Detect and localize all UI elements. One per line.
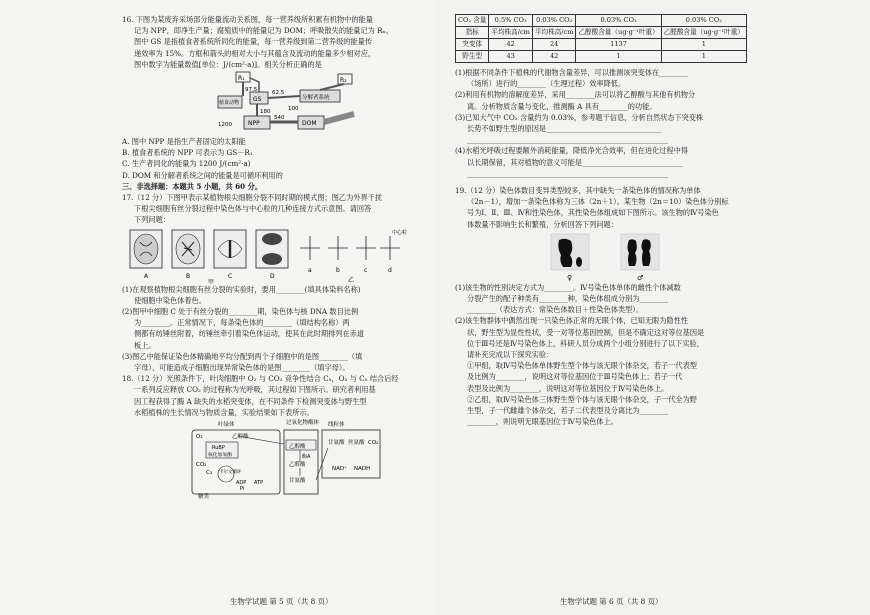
q16-line: 记为 NPP，即净生产量；腐殖质中的能量记为 DOM；呼吸散失的能量记为 Rₙ。 [134, 26, 393, 36]
chloroplast-label: 叶绿体 [218, 422, 235, 429]
cell-b [172, 230, 204, 268]
q18-part: （场所）进行的________（生理过程）效率降低。 [467, 79, 626, 89]
glycine-label: 甘氨酸 [289, 478, 306, 485]
cell-a [130, 230, 162, 268]
c3-label: C₃ [206, 470, 213, 477]
q19-part: ②乙组，取Ⅳ号染色体三体野生型个体与该无眼个体杂交，子一代全为野 [467, 394, 697, 404]
mitochondrion-box [322, 430, 380, 478]
q17-part: (2)图甲中细胞 C 处于有丝分裂的________期，染色体与核 DNA 数目比例 [122, 307, 359, 317]
question-18 [122, 373, 412, 500]
q16-option: D. DOM 和分解者系统之间的能量是可循环利用的 [122, 170, 283, 180]
rubisco-label: 核化加氧酶 [208, 453, 232, 459]
q19-part: 生型，子一代雌雄个体杂交，若子二代表型及分离比为________ [467, 406, 669, 416]
peroxisome-label: 过氧化物酶体 [286, 420, 320, 427]
energy-flow-diagram [122, 70, 412, 136]
cell-c [214, 230, 246, 268]
q18-line: 一系列反应释放 CO₂ 的过程称为光呼吸，其过程如下图所示。研究者利用基 [134, 385, 376, 395]
table-cell: 24 [532, 39, 576, 51]
q19-part: ________（表达方式：常染色体数目＋性染色体类型）。 [467, 305, 644, 315]
table-cell: 野生型 [456, 51, 489, 63]
photorespiration-diagram [122, 418, 412, 500]
co2b-label: CO₂ [368, 440, 379, 447]
value-label: 180 [260, 109, 271, 116]
q18-part: ________________________________________________________ [467, 168, 669, 178]
table-cell: 0.03% CO₂ [576, 15, 661, 27]
q19-part: 分裂产生的配子种类有________种，染色体组成分别为________ [467, 294, 669, 304]
q19-line: 19.（12 分）染色体数目变异类型较多，其中缺失一条染色体的情况称为单体 [455, 186, 701, 196]
r2-label: R₂ [340, 77, 347, 85]
female-symbol: ♀ [567, 273, 573, 282]
table-cell: 乙醛酸含量（ug·g⁻¹叶重） [661, 27, 746, 39]
mitochondrion-label: 线粒体 [328, 422, 345, 429]
table-cell: CO₂ 含量 [456, 15, 489, 27]
male-photo [621, 234, 659, 270]
q16-line: 图中 GS 是指植食者系统所同化的能量，每一营养级到第二营养级的能量传 [134, 37, 373, 47]
results-table [455, 14, 747, 63]
q19-part: 及比例为________，说明这对等位基因位于Ⅲ号染色体上；若子一代 [467, 372, 683, 382]
nadh-label: NADH [354, 466, 371, 473]
atp-label: ATP [254, 480, 264, 487]
q19-line: 号为Ⅰ、Ⅱ、Ⅲ、Ⅳ和性染色体，其性染色体组成如下图所示。该生物的Ⅳ号染色 [467, 208, 719, 218]
right-column [455, 14, 755, 427]
q16-line: 递效率为 15%。方框和箭头的相对大小与其蕴含及流动的能量多少相对应， [134, 48, 376, 58]
table-cell: 1 [576, 51, 661, 63]
q19-part: 请补充完成以下探究实验： [467, 350, 554, 360]
cell-label: A [144, 272, 149, 280]
table-row [456, 15, 747, 27]
rubp-label: RuBP [212, 445, 225, 452]
q17-line: 下根尖细胞有丝分裂过程中染色体与中心粒的几种连接方式示意图。请回答 [134, 204, 372, 214]
q17-part: 字母），可能造成子细胞出现异常染色体的是图________（填字母）。 [134, 363, 350, 373]
table-cell: 0.03% CO₂ [532, 15, 576, 27]
conn-label: a [308, 266, 312, 274]
q19-part: (2)该生物群体中偶然出现一只染色体正常的无眼个体，已知无眼为隐性性 [455, 316, 688, 326]
value-label: 540 [274, 115, 285, 122]
q19-part: 状，野生型为显性性状，受一对等位基因控制，但是不确定这对等位基因是 [467, 327, 705, 337]
q17-part: 为________。正常情况下，每条染色体的________（填结构名称）两 [134, 318, 350, 328]
q16-option: C. 生产者同化的能量为 1200 J/(cm²·a) [122, 159, 251, 169]
value-label: 1200 [218, 122, 232, 129]
decomposer-label: 分解者系统 [302, 95, 330, 102]
q17-part: 使细胞中染色体着色。 [134, 295, 206, 305]
q16-option: B. 植食者系统的 NPP 可表示为 GS－R₁ [122, 148, 253, 158]
table-row [456, 27, 747, 39]
question-16 [122, 14, 412, 181]
centriole-label: 中心粒 [392, 229, 408, 236]
q16-line: 图中数字为能量数值[单位：J/(cm²·a)]。相关分析正确的是 [134, 59, 322, 69]
male-symbol: ♂ [637, 273, 644, 282]
q17-part: 侧都有纺锤丝附着，纺锤丝牵引着染色体运动，使其在此时期排列在赤道 [134, 329, 365, 339]
table-cell: 平均株高/cm [489, 27, 533, 39]
arrow [324, 114, 354, 122]
co2-label: CO₂ [196, 462, 207, 469]
q18-line: 水稻植株的生长情况与物质含量，实验结果如下表所示。 [134, 407, 314, 417]
table-cell: 43 [489, 51, 533, 63]
glycine2-label: 甘氨酸 [328, 440, 345, 447]
q18-part: 以长期保留，其对植物的意义可能是____________________________ [467, 157, 683, 167]
conn-label: c [364, 266, 368, 274]
q19-line: （2n－1），增加一条染色体称为三体（2n＋1）。某生物（2n＝10）染色体分别标 [467, 197, 729, 207]
q19-part: ________，则说明无眼基因位于Ⅳ号染色体上。 [467, 417, 618, 427]
r1-label: R₁ [238, 75, 245, 83]
question-17 [122, 192, 412, 373]
table-cell: 指标 [456, 27, 489, 39]
arrow [320, 84, 344, 90]
female-chromosome [576, 257, 582, 267]
q18-part: (2)利用有机物的溶解度差异，采用________法可以将乙醇酸与其他有机物分 [455, 90, 696, 100]
male-chromosome [642, 239, 651, 266]
q19-part: 位于Ⅲ号还是Ⅳ号染色体上，科研人员分成两个小组分别进行了以下实验， [467, 338, 704, 348]
table-cell: 乙醇酸含量（ug·g⁻¹叶重） [576, 27, 661, 39]
pi-label: Pi [240, 486, 245, 493]
table-cell: 1137 [576, 39, 661, 51]
npp-label: NPP [248, 120, 260, 128]
nad-label: NAD⁺ [332, 466, 348, 473]
q18-line: 因工程获得了酶 A 缺失的水稻突变体，在不同条件下检测突变体与野生型 [134, 396, 367, 406]
table-row [456, 39, 747, 51]
q17-part: (1)在观察植物根尖细胞有丝分裂的实验时，要用________(填具体染料名称) [122, 284, 361, 294]
glycolate2-label: 乙醇酸 [289, 444, 306, 451]
value-label: 62.5 [272, 90, 285, 97]
question-19 [455, 185, 755, 427]
value-label: 97.5 [245, 87, 258, 94]
table-cell: 1 [661, 39, 746, 51]
left-footer: 生物学试题 第 5 页（共 8 页） [230, 597, 333, 606]
dom-label: DOM [302, 120, 317, 128]
q18-line: 18.（12 分）光照条件下，叶肉细胞中 O₂ 与 CO₂ 竞争性结合 C₅，O₂ 与 C₅ 结合后经 [122, 374, 399, 384]
q19-part: (1)该生物的性别决定方式为________。Ⅳ号染色体单体的雌性个体减数 [455, 282, 681, 292]
question-18-parts [455, 67, 755, 179]
q19-line: 体数量不影响生长和繁殖，分析回答下列问题： [467, 219, 618, 229]
q16-option: A. 图中 NPP 是指生产者固定的太阳能 [122, 137, 246, 147]
q18-part: (1)根据不同条件下植株的代谢物含量差异，可以推测该突变体在________ [455, 68, 688, 77]
q18-part: 长势不如野生型的原因是________________________________ [467, 124, 662, 134]
gs-label: GS [253, 96, 262, 104]
glyoxylate-label: 乙醛酸 [289, 462, 306, 469]
table-row [456, 51, 747, 63]
enzyme-a-label: 酶A [302, 454, 311, 461]
right-footer: 生物学试题 第 6 页（共 8 页） [560, 597, 663, 606]
table-cell: 突变体 [456, 39, 489, 51]
cell-label: C [228, 272, 233, 280]
q18-part: 离。分析物质含量与变化，推测酶 A 具有________的功能。 [467, 101, 657, 111]
mitosis-figure [122, 226, 412, 284]
o2-label: O₂ [196, 434, 203, 441]
table-cell: 42 [489, 39, 533, 51]
figure-label-yi: 乙 [348, 276, 355, 284]
q17-part: 板上。 [134, 340, 156, 350]
figure-label-jia: 甲 [208, 278, 215, 284]
q16-line: 16. 下图为某废弃采场部分能量流动关系图，每一营养级所积累有机物中的能量 [122, 15, 373, 24]
q19-part: ①甲组，取Ⅳ号染色体单体野生型个体与该无眼个体杂交，若子一代表型 [467, 361, 697, 371]
conn-label: d [388, 266, 392, 274]
table-cell: 42 [532, 51, 576, 63]
q19-part: 表型及比例为________，说明这对等位基因位于Ⅳ号染色体上。 [467, 383, 669, 393]
q18-part: (4)水稻光呼吸过程要额外消耗能量，降低净光合效率，但在进化过程中得 [455, 146, 688, 156]
conn-label: b [336, 266, 340, 274]
sugar-label: 糖类 [198, 494, 210, 501]
arrow [268, 96, 300, 98]
sex-chromosome-figure [455, 230, 755, 282]
section-heading: 三、非选择题：本题共 5 小题，共 60 分。 [122, 181, 263, 191]
value-label: 100 [288, 106, 299, 113]
q17-part: (3)图乙中能保证染色体精确地平均分配到两个子细胞中的是图________（填 [122, 351, 363, 361]
cell-label: D [270, 272, 275, 280]
table-cell: 0.5% CO₂ [489, 15, 533, 27]
table-cell: 0.03% CO₂ [661, 15, 746, 27]
cell-d [256, 230, 288, 268]
calvin-label: 卡尔文循环 [219, 470, 242, 476]
q17-line: 下列问题： [134, 215, 170, 225]
q17-line: 17.（12 分）下图甲表示某植物根尖细胞分裂不同时期的模式图；图乙为外界干扰 [122, 193, 383, 203]
q18-part: ________________________________________________________ [467, 135, 669, 145]
glycolate-label: 乙醇酸 [232, 434, 249, 441]
table-cell: 1 [661, 51, 746, 63]
left-column [122, 14, 412, 500]
table-cell: 平均株高/cm [532, 27, 576, 39]
serine-label: 丝氨酸 [348, 440, 365, 447]
q18-part: (3)已知大气中 CO₂ 含量约为 0.03%，参考题干信息，分析自然状态下突变株 [455, 112, 704, 122]
adp-label: ADP [236, 480, 247, 487]
connection-diagram [300, 236, 400, 260]
herbivore-label: 植食动物 [219, 100, 240, 107]
cell-label: B [186, 272, 191, 280]
